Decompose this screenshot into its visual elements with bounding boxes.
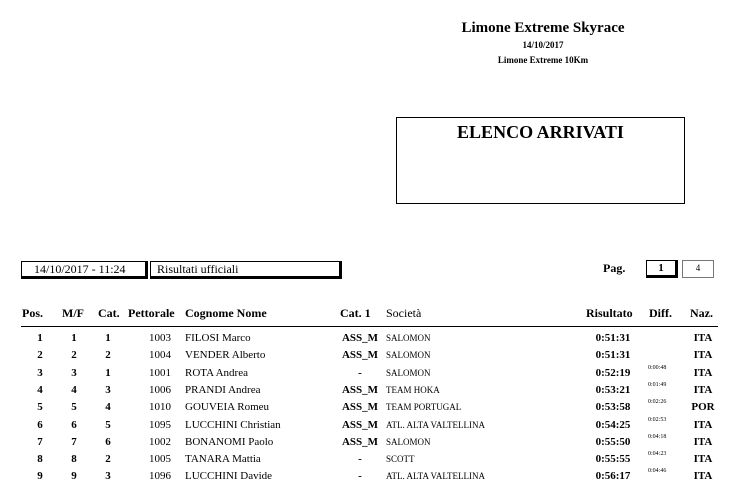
category-position: 3 — [105, 470, 111, 483]
bib-number: 1004 — [149, 349, 171, 362]
header-mf: M/F — [62, 306, 84, 320]
bib-number: 1010 — [149, 401, 171, 414]
category: ASS_M — [341, 418, 379, 431]
position: 8 — [37, 453, 43, 466]
time-gap: 0:01:49 — [648, 381, 667, 388]
category-position: 2 — [105, 453, 111, 466]
event-title: Limone Extreme Skyrace — [461, 20, 625, 36]
club: TEAM HOKA — [386, 384, 440, 395]
table-row — [0, 453, 741, 470]
category: - — [358, 470, 362, 483]
athlete-name: LUCCHINI Davide — [185, 470, 273, 483]
header-naz: Naz. — [690, 306, 713, 320]
header-name: Cognome Nome — [185, 306, 267, 320]
bib-number: 1095 — [149, 418, 171, 431]
gender-position: 1 — [71, 332, 77, 344]
result-time: 0:54:25 — [595, 418, 631, 431]
category-position: 5 — [105, 418, 111, 431]
table-row — [0, 433, 741, 453]
position: 2 — [37, 349, 43, 362]
gender-position: 8 — [71, 453, 77, 466]
gender-position: 2 — [71, 349, 77, 362]
athlete-name: FILOSI Marco — [185, 332, 251, 344]
header-societa: Società — [386, 306, 422, 320]
time-gap: 0:00:48 — [648, 364, 667, 371]
athlete-name: PRANDI Andrea — [185, 383, 261, 396]
table-row — [0, 349, 741, 366]
bib-number: 1005 — [149, 453, 171, 466]
category: - — [358, 366, 362, 379]
category-position: 2 — [105, 349, 111, 362]
nationality: POR — [691, 401, 715, 414]
position: 6 — [37, 418, 43, 431]
bib-number: 1002 — [149, 435, 171, 448]
table-row — [0, 416, 741, 436]
time-gap: 0:02:53 — [648, 416, 667, 423]
result-time: 0:51:31 — [595, 332, 631, 344]
club: SCOTT — [386, 454, 415, 465]
position: 3 — [37, 366, 43, 379]
header-risultato: Risultato — [586, 306, 633, 320]
bib-number: 1006 — [149, 383, 171, 396]
header-diff: Diff. — [649, 306, 672, 320]
nationality: ITA — [693, 383, 713, 396]
category: - — [358, 453, 362, 466]
club: ATL. ALTA VALTELLINA — [386, 471, 486, 482]
time-gap: 0:04:23 — [648, 451, 667, 458]
gender-position: 5 — [71, 401, 77, 414]
gender-position: 7 — [71, 435, 77, 448]
time-gap: 0:04:18 — [648, 433, 667, 440]
current-page-box: 1 — [646, 260, 678, 278]
page-label: Pag. — [603, 261, 626, 275]
athlete-name: TANARA Mattia — [185, 453, 261, 466]
club: SALOMON — [386, 350, 431, 361]
datetime-field: 14/10/2017 - 11:24 — [21, 261, 148, 279]
position: 9 — [37, 470, 43, 483]
report-title-box — [396, 117, 685, 204]
category-position: 6 — [105, 435, 111, 448]
nationality: ITA — [693, 470, 713, 483]
event-date: 14/10/2017 — [522, 40, 564, 50]
nationality: ITA — [693, 453, 713, 466]
position: 5 — [37, 401, 43, 414]
category-position: 3 — [105, 383, 111, 396]
header-pos: Pos. — [22, 306, 43, 320]
club: ATL. ALTA VALTELLINA — [386, 419, 486, 430]
gender-position: 3 — [71, 366, 77, 379]
result-time: 0:53:21 — [595, 383, 631, 396]
athlete-name: ROTA Andrea — [185, 366, 248, 379]
table-row — [0, 470, 741, 487]
header-divider — [21, 326, 718, 327]
bib-number: 1096 — [149, 470, 171, 483]
gender-position: 9 — [71, 470, 77, 483]
result-time: 0:53:58 — [595, 401, 631, 414]
club: TEAM PORTUGAL — [386, 402, 462, 413]
total-pages-box: 4 — [682, 260, 714, 278]
nationality: ITA — [693, 435, 713, 448]
header-cat1: Cat. 1 — [340, 306, 371, 320]
gender-position: 6 — [71, 418, 77, 431]
status-field: Risultati ufficiali — [150, 261, 342, 279]
event-subtitle: Limone Extreme 10Km — [497, 55, 589, 65]
table-header — [0, 306, 741, 322]
table-row — [0, 364, 741, 384]
category-position: 4 — [105, 401, 111, 414]
result-time: 0:56:17 — [595, 470, 631, 483]
result-time: 0:55:55 — [595, 453, 631, 466]
position: 7 — [37, 435, 43, 448]
athlete-name: BONANOMI Paolo — [185, 435, 274, 448]
category: ASS_M — [341, 349, 379, 362]
category: ASS_M — [341, 401, 379, 414]
club: SALOMON — [386, 436, 431, 447]
bib-number: 1001 — [149, 366, 171, 379]
position: 1 — [37, 332, 43, 344]
athlete-name: LUCCHINI Christian — [185, 418, 281, 431]
nationality: ITA — [693, 366, 713, 379]
category: ASS_M — [341, 332, 379, 344]
header-pettorale: Pettorale — [128, 306, 175, 320]
result-time: 0:55:50 — [595, 435, 631, 448]
position: 4 — [37, 383, 43, 396]
club: SALOMON — [386, 367, 431, 378]
table-row — [0, 381, 741, 401]
gender-position: 4 — [71, 383, 77, 396]
category-position: 1 — [105, 366, 111, 379]
nationality: ITA — [693, 349, 713, 362]
nationality: ITA — [693, 332, 713, 344]
time-gap: 0:04:46 — [648, 468, 667, 475]
time-gap: 0:02:26 — [648, 399, 667, 406]
result-time: 0:51:31 — [595, 349, 631, 362]
category: ASS_M — [341, 435, 379, 448]
report-title: ELENCO ARRIVATI — [457, 122, 624, 142]
table-row — [0, 332, 741, 349]
athlete-name: GOUVEIA Romeu — [185, 401, 270, 414]
category-position: 1 — [105, 332, 111, 344]
category: ASS_M — [341, 383, 379, 396]
nationality: ITA — [693, 418, 713, 431]
bib-number: 1003 — [149, 332, 171, 344]
result-time: 0:52:19 — [595, 366, 631, 379]
athlete-name: VENDER Alberto — [185, 349, 266, 362]
table-row — [0, 401, 741, 418]
header-cat: Cat. — [98, 306, 120, 320]
club: SALOMON — [386, 333, 431, 343]
